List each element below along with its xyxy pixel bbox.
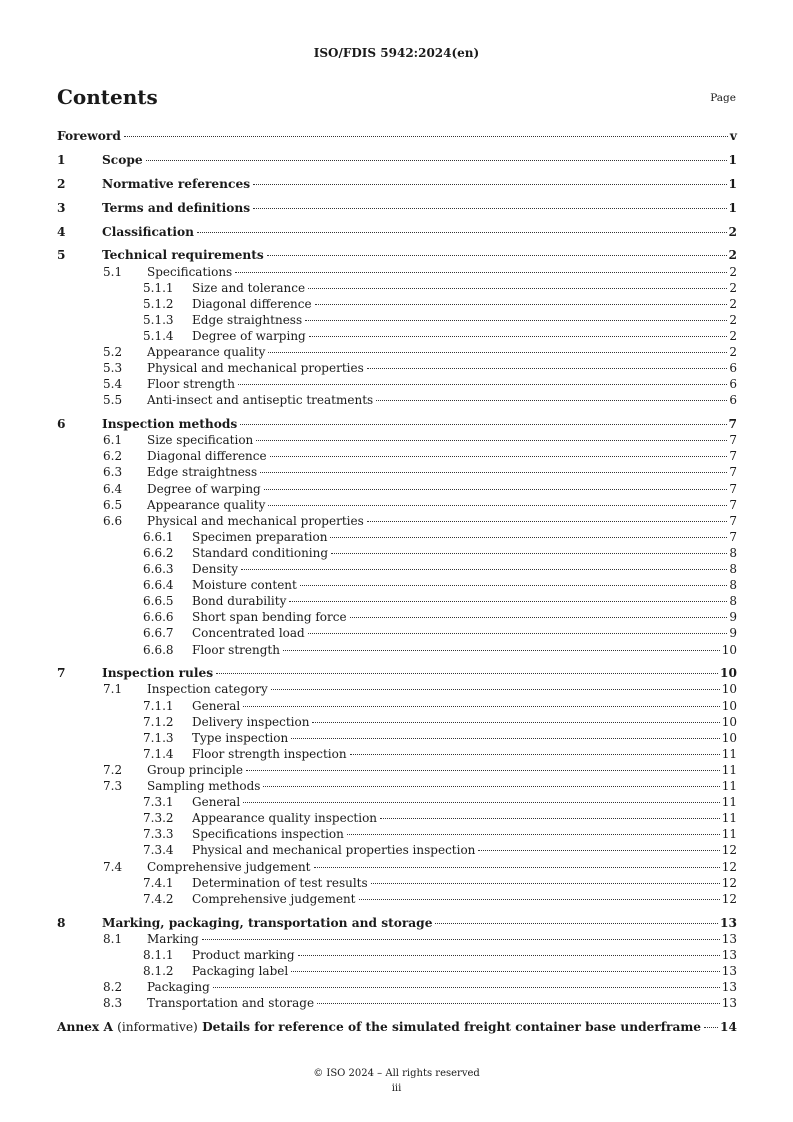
toc-entry-title: Appearance quality	[147, 497, 266, 512]
toc-entry-title: Floor strength	[192, 642, 280, 657]
toc-entry[interactable]	[57, 778, 737, 794]
toc-entry[interactable]	[57, 513, 737, 529]
toc-entry[interactable]	[57, 915, 737, 931]
toc-entry[interactable]	[57, 464, 737, 480]
toc-entry[interactable]	[57, 593, 737, 609]
toc-entry[interactable]	[57, 577, 737, 593]
toc-entry-number: 6.6.2	[143, 545, 174, 560]
toc-entry-number: 7.1.3	[143, 730, 174, 745]
toc-entry-page: 9	[729, 610, 737, 625]
document-id-header: ISO/FDIS 5942:2024(en)	[313, 46, 480, 60]
toc-entry-page: 8	[729, 562, 737, 577]
toc-entry-page: 10	[720, 666, 737, 681]
toc-entry-page: 13	[721, 979, 737, 994]
toc-entry-page: 10	[721, 714, 737, 729]
toc-entry-title: Specifications inspection	[192, 827, 344, 842]
toc-entry-page: 2	[728, 248, 737, 263]
toc-entry[interactable]	[57, 730, 737, 746]
toc-entry-number: 7.4	[103, 859, 123, 874]
toc-entry-page: 6	[729, 393, 737, 408]
dot-leader	[330, 537, 727, 538]
dot-leader	[376, 400, 727, 401]
toc-entry-page: 7	[728, 417, 737, 432]
toc-entry-title: Floor strength	[147, 377, 235, 392]
toc-entry-title: Size specification	[147, 433, 254, 448]
toc-entry-title: Comprehensive judgement	[147, 859, 311, 874]
toc-entry-number: 5.2	[103, 345, 123, 360]
toc-entry-page: 1	[728, 200, 737, 215]
toc-entry-title: Diagonal difference	[147, 449, 267, 464]
toc-entry[interactable]	[57, 264, 737, 280]
toc-entry[interactable]	[57, 1019, 737, 1035]
toc-entry-page: 2	[729, 264, 737, 279]
toc-entry[interactable]	[57, 698, 737, 714]
dot-leader	[241, 569, 727, 570]
toc-entry[interactable]	[57, 497, 737, 513]
toc-entry-page: 13	[721, 947, 737, 962]
toc-entry-number: 7	[57, 666, 66, 681]
toc-entry[interactable]	[57, 529, 737, 545]
dot-leader	[243, 706, 719, 707]
dot-leader	[146, 160, 727, 161]
toc-entry-title: Comprehensive judgement	[192, 891, 356, 906]
dot-leader	[308, 633, 728, 634]
toc-entry-page: 7	[729, 433, 737, 448]
dot-leader	[246, 770, 720, 771]
toc-entry-number: 8.3	[103, 996, 123, 1011]
toc-entry-number: 7.1.4	[143, 746, 174, 761]
toc-entry-number: 3	[57, 200, 66, 215]
toc-entry-title: Transportation and storage	[147, 996, 315, 1011]
toc-entry-title: Terms and definitions	[102, 200, 251, 215]
toc-entry-number: 7.2	[103, 762, 123, 777]
dot-leader	[350, 754, 720, 755]
toc-entry-number: 6.6.5	[143, 594, 174, 609]
toc-entry-title	[57, 1019, 702, 1035]
toc-entry-title: Normative references	[102, 176, 251, 191]
dot-leader	[298, 955, 720, 956]
toc-entry-title: Standard conditioning	[192, 545, 329, 560]
toc-entry-title: Short span bending force	[192, 610, 347, 625]
dot-leader	[331, 553, 727, 554]
toc-entry[interactable]	[57, 931, 737, 947]
toc-entry-number: 8	[57, 915, 66, 930]
toc-entry[interactable]	[57, 714, 737, 730]
toc-entry[interactable]	[57, 875, 737, 891]
toc-entry-number: 5.1	[103, 264, 123, 279]
toc-entry[interactable]	[57, 280, 737, 296]
toc-entry-number: 7.3.4	[143, 843, 174, 858]
toc-entry-number: 7.3.2	[143, 811, 174, 826]
toc-entry-title: Degree of warping	[192, 328, 306, 343]
toc-entry[interactable]	[57, 665, 737, 681]
toc-entry-number: 1	[57, 152, 66, 167]
dot-leader	[367, 368, 728, 369]
toc-entry-title: Inspection category	[147, 682, 268, 697]
toc-entry[interactable]	[57, 128, 737, 144]
toc-entry-page: 10	[721, 682, 737, 697]
toc-entry-title: Marking, packaging, transportation and storage	[102, 915, 433, 930]
dot-leader	[317, 1003, 720, 1004]
toc-entry-page: 13	[721, 931, 737, 946]
toc-entry-page: 7	[729, 497, 737, 512]
toc-entry[interactable]	[57, 842, 737, 858]
toc-entry[interactable]	[57, 762, 737, 778]
toc-entry-page: 7	[729, 513, 737, 528]
toc-entry[interactable]	[57, 224, 737, 240]
toc-entry[interactable]	[57, 746, 737, 762]
toc-entry-page: 2	[729, 345, 737, 360]
dot-leader	[124, 136, 728, 137]
toc-entry-page: 2	[729, 280, 737, 295]
toc-entry-number: 6.2	[103, 449, 123, 464]
toc-entry-page: 7	[729, 449, 737, 464]
toc-entry-title: Specifications	[147, 264, 233, 279]
toc-entry-number: 8.1.1	[143, 947, 174, 962]
copyright-notice: © ISO 2024 – All rights reserved	[313, 1068, 480, 1079]
toc-entry-number: 6.5	[103, 497, 123, 512]
toc-entry[interactable]	[57, 344, 737, 360]
toc-entry-number: 6	[57, 417, 66, 432]
toc-entry-page: 6	[729, 361, 737, 376]
toc-entry-number: 5.3	[103, 361, 123, 376]
toc-entry-title: Inspection methods	[102, 417, 238, 432]
toc-entry-title: Physical and mechanical properties	[147, 513, 364, 528]
toc-entry-page: 12	[721, 843, 737, 858]
toc-entry-title: Product marking	[192, 947, 295, 962]
toc-entry[interactable]	[57, 360, 737, 376]
toc-entry-page: 13	[720, 915, 737, 930]
toc-entry-title: General	[192, 698, 241, 713]
toc-entry[interactable]	[57, 810, 737, 826]
toc-entry-page: 10	[721, 698, 737, 713]
toc-entry-title: Density	[192, 562, 239, 577]
toc-entry-page: 2	[729, 328, 737, 343]
toc-entry-number: 6.6.4	[143, 578, 174, 593]
toc-entry-title: Foreword	[57, 129, 121, 143]
toc-entry[interactable]	[57, 481, 737, 497]
toc-entry[interactable]	[57, 625, 737, 641]
page-title: Contents	[57, 85, 158, 109]
toc-entry-title: Bond durability	[192, 594, 287, 609]
dot-leader	[264, 489, 728, 490]
dot-leader	[305, 320, 727, 321]
dot-leader	[347, 834, 720, 835]
toc-entry-title: Specimen preparation	[192, 529, 328, 544]
toc-entry-number: 5.4	[103, 377, 123, 392]
toc-entry-number: 6.6.7	[143, 626, 174, 641]
toc-entry-title: Diagonal difference	[192, 296, 312, 311]
toc-entry-title: Floor strength inspection	[192, 746, 347, 761]
toc-entry-number: 7.4.1	[143, 875, 174, 890]
toc-entry[interactable]	[57, 176, 737, 192]
toc-entry-page: 11	[721, 795, 737, 810]
toc-entry-page: 11	[721, 762, 737, 777]
toc-entry-page: 1	[728, 152, 737, 167]
dot-leader	[300, 585, 728, 586]
toc-entry-number: 7.1.1	[143, 698, 174, 713]
dot-leader	[478, 850, 719, 851]
toc-entry-title: Inspection rules	[102, 666, 214, 681]
toc-entry[interactable]	[57, 200, 737, 216]
toc-entry-page: 2	[728, 224, 737, 239]
dot-leader	[289, 601, 727, 602]
dot-leader	[253, 208, 726, 209]
toc-entry-number: 5.1.2	[143, 296, 174, 311]
toc-entry[interactable]	[57, 561, 737, 577]
toc-entry-title: Anti-insect and antiseptic treatments	[147, 393, 374, 408]
table-of-contents	[57, 128, 737, 1035]
dot-leader	[268, 352, 727, 353]
toc-entry[interactable]	[57, 642, 737, 658]
toc-entry-title: Group principle	[147, 762, 243, 777]
toc-entry[interactable]	[57, 979, 737, 995]
toc-entry-number: 7.3.1	[143, 795, 174, 810]
toc-entry[interactable]	[57, 995, 737, 1011]
dot-leader	[380, 818, 720, 819]
dot-leader	[263, 786, 719, 787]
toc-entry-number: 5.1.4	[143, 328, 174, 343]
dot-leader	[270, 456, 728, 457]
toc-entry[interactable]	[57, 826, 737, 842]
toc-entry[interactable]	[57, 392, 737, 408]
toc-entry-title: Appearance quality	[147, 345, 266, 360]
toc-entry-number: 7.3.3	[143, 827, 174, 842]
toc-entry-title: Sampling methods	[147, 779, 261, 794]
toc-entry-number: 5	[57, 248, 66, 263]
dot-leader	[309, 336, 728, 337]
toc-entry-title: Type inspection	[192, 730, 289, 745]
toc-entry-number: 5.1.3	[143, 312, 174, 327]
toc-entry-title: Classification	[102, 224, 195, 239]
toc-entry-number: 6.6.3	[143, 562, 174, 577]
toc-entry-page: 9	[729, 626, 737, 641]
toc-entry[interactable]	[57, 432, 737, 448]
toc-entry-title: Concentrated load	[192, 626, 305, 641]
toc-entry-page: 10	[721, 642, 737, 657]
page-number: iii	[391, 1083, 402, 1094]
toc-entry-title: Technical requirements	[102, 248, 264, 263]
dot-leader	[267, 255, 727, 256]
toc-entry[interactable]	[57, 328, 737, 344]
toc-entry-page: 11	[721, 779, 737, 794]
dot-leader	[253, 184, 726, 185]
toc-entry-page: 6	[729, 377, 737, 392]
toc-entry-number: 5.5	[103, 393, 123, 408]
dot-leader	[243, 802, 719, 803]
toc-entry-title: Physical and mechanical properties inspection	[192, 843, 476, 858]
dot-leader	[371, 883, 720, 884]
toc-entry-page: 12	[721, 891, 737, 906]
dot-leader	[350, 617, 728, 618]
toc-entry-page: 12	[721, 875, 737, 890]
toc-entry-page: 8	[729, 545, 737, 560]
toc-entry-page: 7	[729, 465, 737, 480]
dot-leader	[235, 272, 727, 273]
toc-entry-number: 6.3	[103, 465, 123, 480]
toc-entry-title: Size and tolerance	[192, 280, 306, 295]
dot-leader	[240, 424, 726, 425]
toc-entry-title: Packaging	[147, 979, 210, 994]
toc-entry[interactable]	[57, 545, 737, 561]
dot-leader	[260, 472, 727, 473]
toc-entry-page: 13	[721, 996, 737, 1011]
toc-entry-number: 6.6.6	[143, 610, 174, 625]
toc-entry-title: Degree of warping	[147, 481, 261, 496]
toc-entry-page: 14	[720, 1019, 737, 1034]
toc-entry[interactable]	[57, 312, 737, 328]
toc-entry[interactable]	[57, 963, 737, 979]
toc-entry-number: 7.1	[103, 682, 123, 697]
toc-entry-number: 6.4	[103, 481, 123, 496]
toc-entry[interactable]	[57, 609, 737, 625]
dot-leader	[216, 673, 718, 674]
toc-entry-number: 6.6	[103, 513, 123, 528]
dot-leader	[271, 689, 720, 690]
dot-leader	[197, 232, 727, 233]
toc-entry-number: 5.1.1	[143, 280, 174, 295]
annex-title: Details for reference of the simulated freight container base underframe	[202, 1019, 702, 1034]
dot-leader	[314, 867, 720, 868]
annex-label: Annex A	[57, 1019, 113, 1034]
toc-entry-page: 7	[729, 481, 737, 496]
toc-entry-title: Moisture content	[192, 578, 297, 593]
toc-entry[interactable]	[57, 296, 737, 312]
toc-entry-page: 11	[721, 827, 737, 842]
toc-entry-number: 2	[57, 176, 66, 191]
toc-entry-page: 8	[729, 578, 737, 593]
toc-entry-title: Packaging label	[192, 963, 289, 978]
toc-entry-number: 7.1.2	[143, 714, 174, 729]
dot-leader	[704, 1027, 718, 1028]
toc-entry-page: v	[729, 129, 737, 143]
dot-leader	[291, 738, 719, 739]
toc-entry[interactable]	[57, 376, 737, 392]
dot-leader	[435, 923, 718, 924]
toc-entry[interactable]	[57, 247, 737, 263]
toc-entry[interactable]	[57, 947, 737, 963]
toc-entry-number: 6.1	[103, 433, 123, 448]
toc-entry-page: 12	[721, 859, 737, 874]
toc-entry-number: 6.6.1	[143, 529, 174, 544]
toc-entry[interactable]	[57, 681, 737, 697]
toc-entry-page: 11	[721, 746, 737, 761]
toc-entry-page: 1	[728, 176, 737, 191]
toc-entry-title: Marking	[147, 931, 199, 946]
toc-entry-title: Edge straightness	[192, 312, 303, 327]
toc-entry-title: Appearance quality inspection	[192, 811, 378, 826]
toc-entry-title: Determination of test results	[192, 875, 368, 890]
dot-leader	[238, 384, 727, 385]
toc-entry-page: 8	[729, 594, 737, 609]
toc-entry-number: 8.2	[103, 979, 123, 994]
annex-informative-label: (informative)	[117, 1019, 198, 1034]
toc-entry-number: 4	[57, 224, 66, 239]
toc-entry-title: Scope	[102, 152, 143, 167]
toc-entry-page: 2	[729, 296, 737, 311]
toc-entry-number: 8.1	[103, 931, 123, 946]
dot-leader	[367, 521, 728, 522]
toc-entry-number: 7.3	[103, 779, 123, 794]
toc-entry[interactable]	[57, 859, 737, 875]
toc-entry-page: 2	[729, 312, 737, 327]
toc-entry-page: 11	[721, 811, 737, 826]
toc-entry-page: 10	[721, 730, 737, 745]
dot-leader	[359, 899, 720, 900]
page-column-label: Page	[710, 92, 736, 104]
toc-entry[interactable]	[57, 794, 737, 810]
toc-entry[interactable]	[57, 448, 737, 464]
toc-entry-number: 7.4.2	[143, 891, 174, 906]
dot-leader	[315, 304, 728, 305]
toc-entry-page: 7	[729, 529, 737, 544]
dot-leader	[308, 288, 727, 289]
page-footer	[0, 1066, 793, 1096]
toc-entry[interactable]	[57, 416, 737, 432]
toc-entry-title: General	[192, 795, 241, 810]
toc-entry[interactable]	[57, 152, 737, 168]
dot-leader	[256, 440, 727, 441]
dot-leader	[213, 987, 720, 988]
toc-entry-title: Edge straightness	[147, 465, 258, 480]
toc-entry-number: 8.1.2	[143, 963, 174, 978]
toc-entry-page: 13	[721, 963, 737, 978]
dot-leader	[202, 939, 720, 940]
dot-leader	[312, 722, 719, 723]
dot-leader	[291, 971, 720, 972]
toc-entry-title: Delivery inspection	[192, 714, 310, 729]
dot-leader	[268, 505, 727, 506]
toc-entry-title: Physical and mechanical properties	[147, 361, 364, 376]
dot-leader	[283, 650, 720, 651]
toc-entry[interactable]	[57, 891, 737, 907]
toc-entry-number: 6.6.8	[143, 642, 174, 657]
